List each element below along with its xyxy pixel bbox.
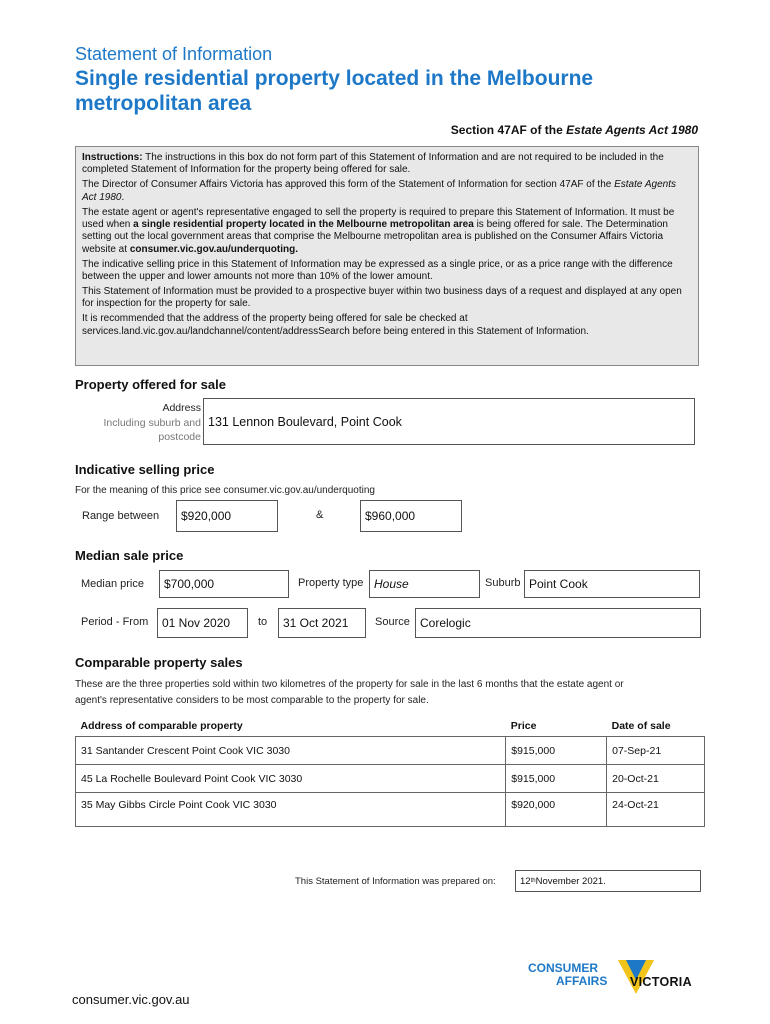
section-reference	[451, 123, 698, 137]
instructions-p2-act: Estate Agents Act 1980	[82, 179, 676, 203]
instructions-p1	[82, 152, 692, 177]
row-price[interactable]: $920,000	[506, 793, 607, 827]
instructions-box	[75, 146, 699, 366]
prepared-rest: November 2021.	[535, 875, 606, 887]
instructions-p3	[82, 207, 692, 257]
table-row	[76, 737, 705, 765]
consumer-affairs-victoria-logo	[528, 960, 703, 1002]
comparable-heading: Comparable property sales	[75, 655, 243, 670]
col-address: Address of comparable property	[80, 720, 243, 732]
property-heading: Property offered for sale	[75, 377, 226, 392]
address-label-sub2: postcode	[158, 431, 201, 443]
median-price-field[interactable]: $700,000	[159, 570, 289, 598]
range-high-field[interactable]: $960,000	[360, 500, 462, 532]
period-to-field[interactable]: 31 Oct 2021	[278, 608, 366, 638]
instructions-p1-text: The instructions in this box do not form part of this Statement of Information and are not required to be included in the completed Statement of Information for the property being offered for sale.	[82, 152, 664, 176]
instructions-p4: The indicative selling price in this Statement of Information may be expressed as a single price, or as a price range with the difference between the upper and lower amounts not more than 10% of the lower amount.	[82, 258, 673, 283]
source-field[interactable]: Corelogic	[415, 608, 701, 638]
address-field[interactable]: 131 Lennon Boulevard, Point Cook	[203, 398, 695, 445]
instructions-p3-bold: a single residential property located in the Melbourne metropolitan area	[133, 219, 474, 231]
instructions-p3-a: The estate agent or agent's representative engaged to sell the property is required to prepare this Statement of Information. It must be used when	[82, 206, 675, 231]
col-date: Date of sale	[611, 720, 671, 732]
prepared-day: 12	[520, 875, 531, 887]
row-price[interactable]: $915,000	[506, 765, 607, 793]
prepared-label: This Statement of Information was prepared on:	[295, 876, 496, 887]
section-prefix: Section 47AF of the	[450, 123, 567, 137]
logo-word: VICTORIA	[630, 975, 692, 989]
form-eyebrow: Statement of Information	[75, 44, 273, 64]
logo-line1: CONSUMER	[528, 961, 599, 975]
range-label: Range between	[82, 510, 160, 522]
row-address[interactable]: 31 Santander Crescent Point Cook VIC 3030	[76, 737, 506, 765]
table-row	[76, 793, 705, 827]
address-label-main: Address	[162, 402, 201, 414]
instructions-p2-end: .	[121, 191, 125, 203]
suburb-field[interactable]: Point Cook	[524, 570, 700, 598]
period-from-field[interactable]: 01 Nov 2020	[157, 608, 248, 638]
range-ampersand: &	[316, 509, 324, 521]
row-date[interactable]: 20-Oct-21	[607, 765, 705, 793]
page-title: Single residential property located in the Melbourne metropolitan area	[75, 67, 594, 115]
row-date[interactable]: 24-Oct-21	[607, 793, 705, 827]
period-to-label: to	[258, 616, 268, 628]
row-date[interactable]: 07-Sep-21	[607, 737, 705, 765]
table-row	[76, 765, 705, 793]
instructions-p2	[82, 179, 692, 204]
section-act: Estate Agents Act 1980	[566, 123, 698, 137]
median-price-label: Median price	[81, 578, 144, 590]
period-from-label: Period - From	[81, 616, 149, 628]
source-label: Source	[375, 616, 410, 628]
logo-line2: AFFAIRS	[556, 974, 608, 988]
instructions-p3-b: is being offered for sale. The Determination setting out the local government areas that comprise the Melbourne metropolitan area is published on the Consumer Affairs Victoria website at	[82, 219, 668, 255]
suburb-label: Suburb	[485, 577, 521, 589]
median-heading: Median sale price	[75, 548, 184, 563]
row-price[interactable]: $915,000	[506, 737, 607, 765]
property-type-label: Property type	[298, 577, 364, 589]
footer-url: consumer.vic.gov.au	[72, 992, 190, 1007]
row-address[interactable]: 35 May Gibbs Circle Point Cook VIC 3030	[76, 793, 506, 827]
indicative-heading: Indicative selling price	[75, 462, 215, 477]
range-low-field[interactable]: $920,000	[176, 500, 278, 532]
prepared-date-field[interactable]	[515, 870, 701, 892]
indicative-note: For the meaning of this price see consumer.vic.gov.au/underquoting	[75, 485, 375, 496]
row-address[interactable]: 45 La Rochelle Boulevard Point Cook VIC 3030	[76, 765, 506, 793]
instructions-p3-link: consumer.vic.gov.au/underquoting.	[129, 243, 298, 255]
comparable-table	[75, 716, 705, 827]
comparable-header-row	[76, 716, 705, 737]
address-label	[80, 401, 201, 445]
instructions-p5: This Statement of Information must be provided to a prospective buyer within two business days of a request and displayed at any open for inspection for the property for sale.	[82, 286, 682, 310]
instructions-p2-text: The Director of Consumer Affairs Victoria has approved this form of the Statement of Information for section 47AF of the	[82, 179, 615, 191]
instructions-heading: Instructions:	[82, 152, 143, 163]
comparable-description: These are the three properties sold within two kilometres of the property for sale in the last 6 months that the estate agent or agent's representative considers to be most comparable to the property for sale.	[75, 679, 624, 706]
col-price: Price	[510, 720, 537, 732]
prepared-suffix: th	[530, 878, 536, 884]
address-label-sub1: Including suburb and	[103, 416, 201, 429]
property-type-field[interactable]: House	[369, 570, 480, 598]
instructions-p6: It is recommended that the address of the property being offered for sale be checked at services.land.vic.gov.au/landchannel/content/addressSearch before being entered in this Statement of Information.	[82, 313, 589, 337]
